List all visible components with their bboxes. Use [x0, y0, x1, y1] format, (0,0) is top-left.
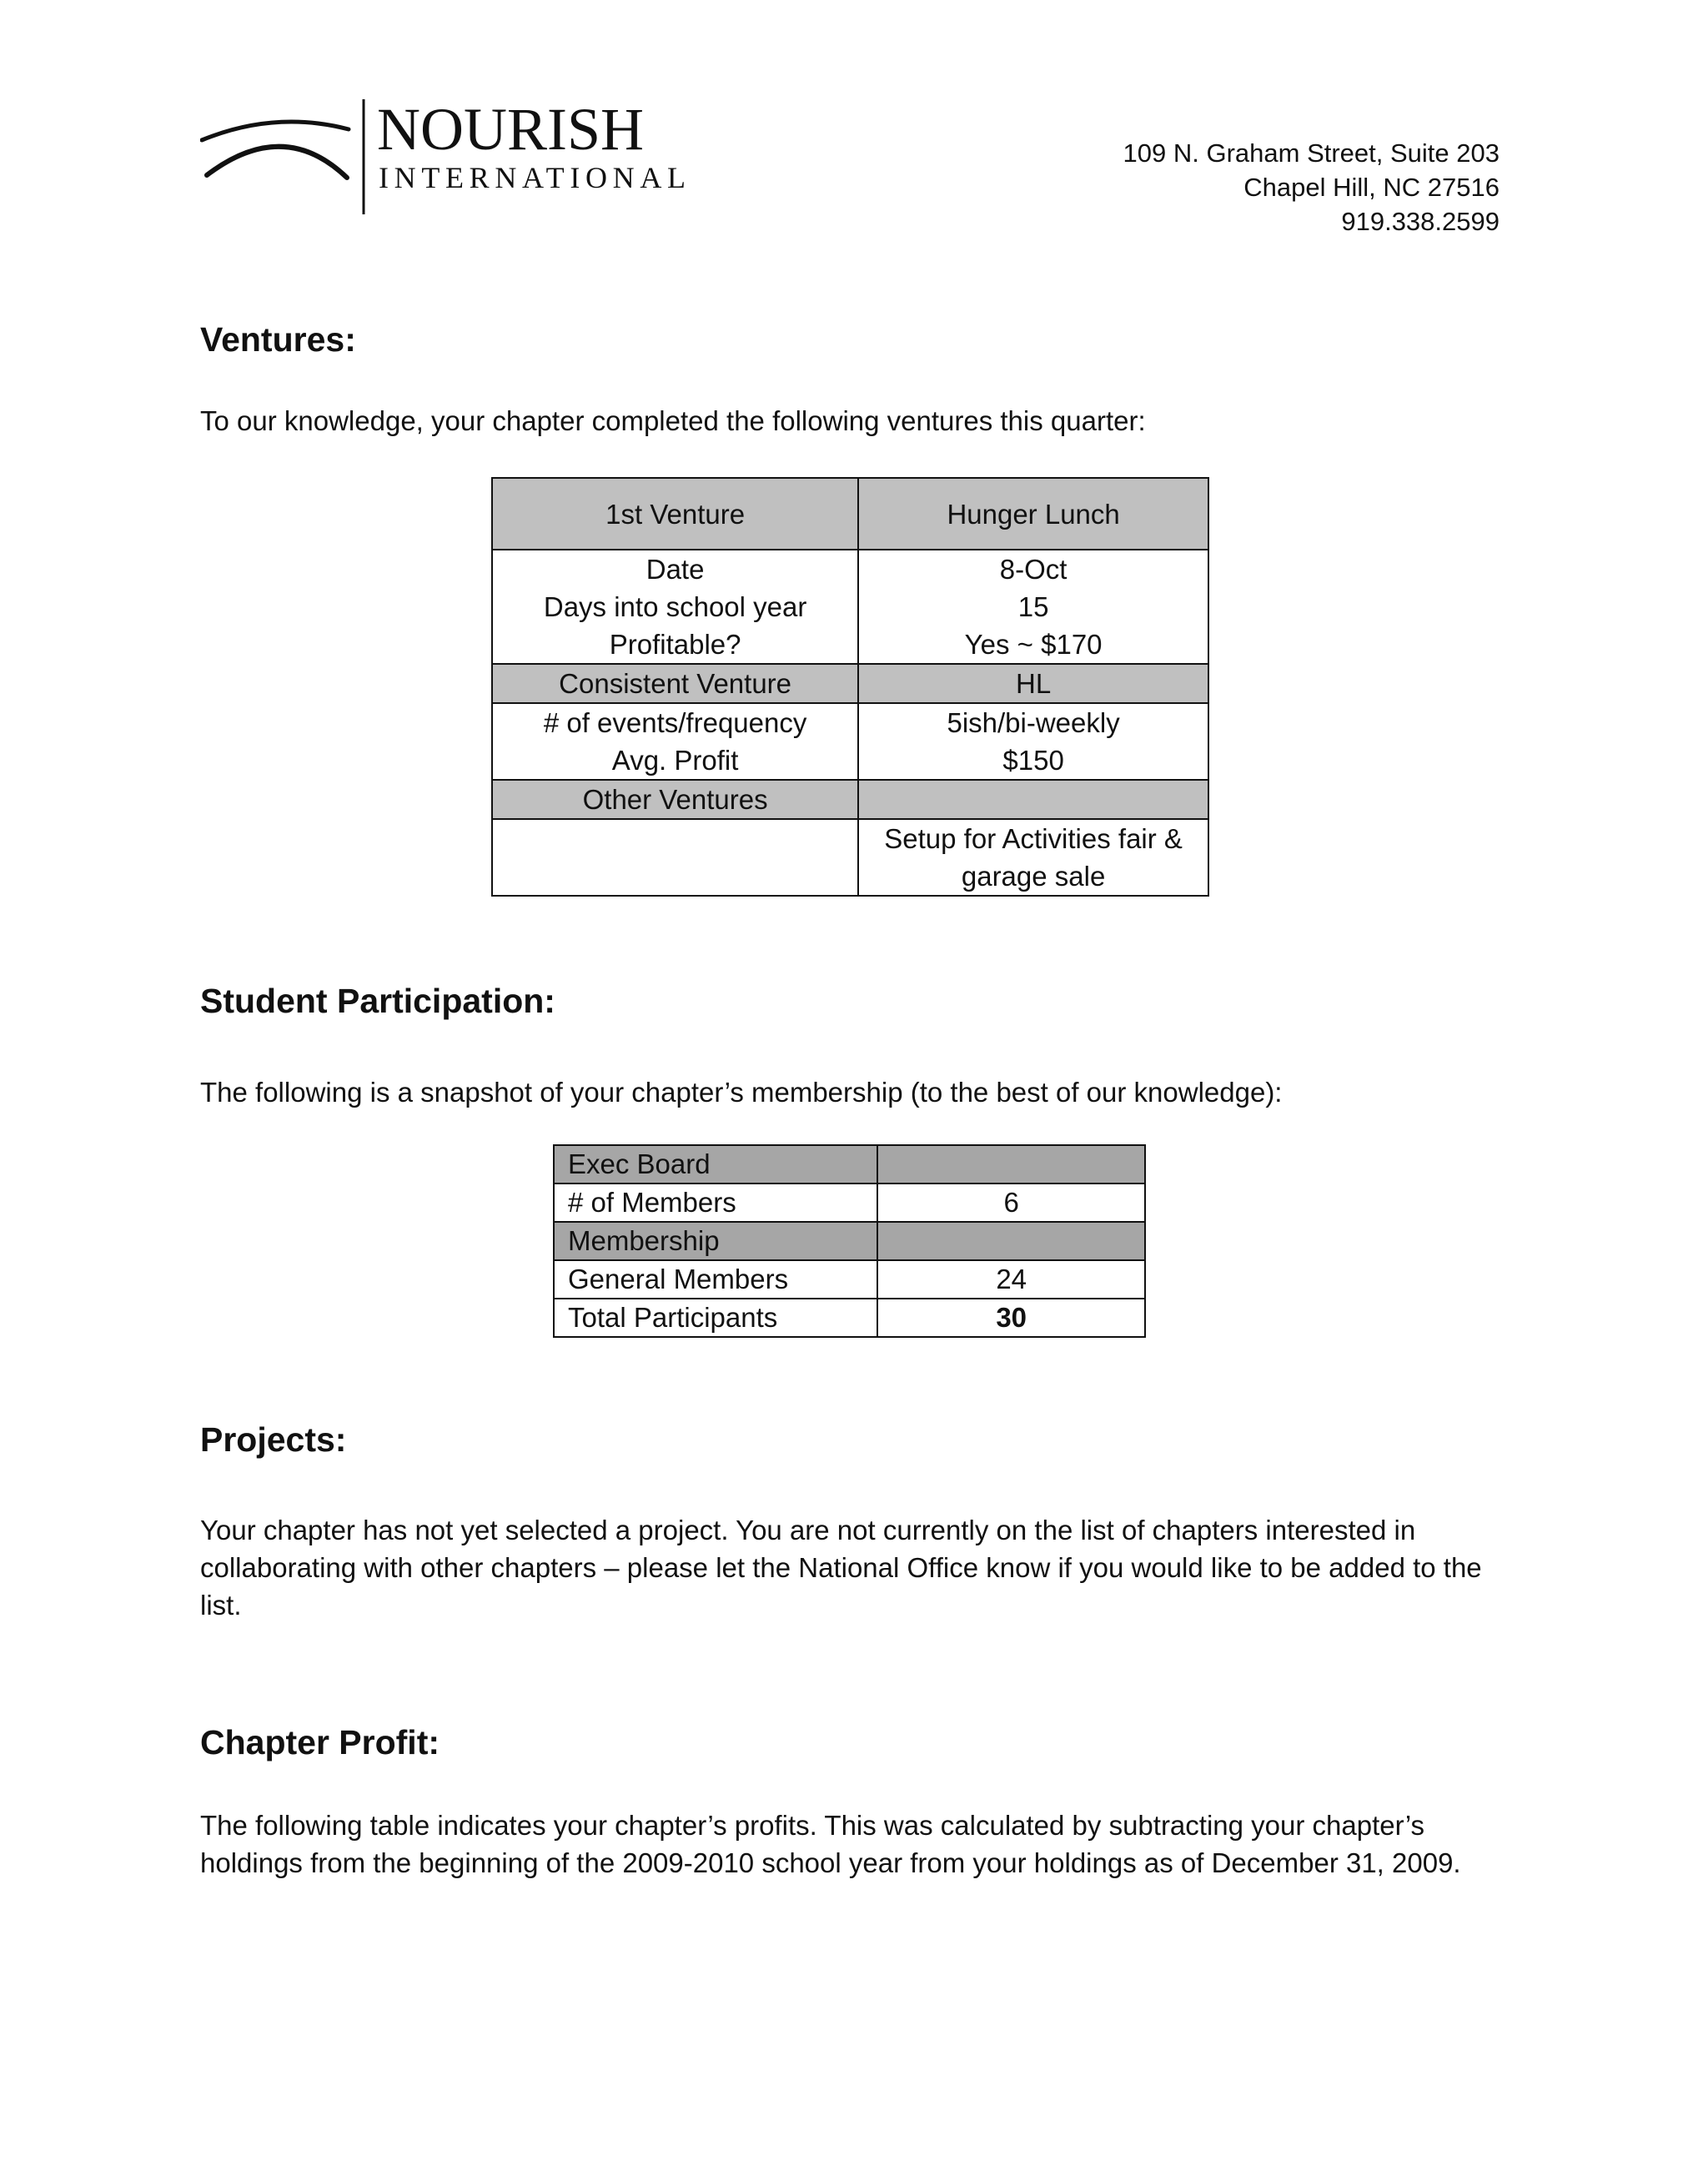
- avg-profit-value: $150: [1002, 745, 1064, 776]
- consistent-venture-row: [492, 664, 1208, 703]
- ventures-header-row: [492, 478, 1208, 550]
- ventures-table: [491, 477, 1209, 897]
- other-ventures-label: Other Ventures: [492, 780, 858, 819]
- total-participants-label: Total Participants: [554, 1299, 877, 1337]
- days-label: Days into school year: [543, 591, 807, 622]
- membership-label: Membership: [554, 1222, 877, 1260]
- frequency-value: 5ish/bi-weekly: [947, 707, 1120, 738]
- profitable-value: Yes ~ $170: [964, 629, 1103, 660]
- other-venture-line-1: Setup for Activities fair &: [884, 823, 1183, 854]
- logo-word-international: INTERNATIONAL: [379, 161, 686, 194]
- projects-body: Your chapter has not yet selected a project. You are not currently on the list of chapters interested in collaborating with other chapters – please let the National Office know if you would like to be added to the list.: [200, 1515, 1482, 1621]
- address-city: Chapel Hill, NC 27516: [1243, 173, 1500, 202]
- frequency-label: # of events/frequency: [543, 707, 807, 738]
- general-members-value: 24: [877, 1260, 1145, 1299]
- profitable-label: Profitable?: [609, 629, 741, 660]
- avg-profit-label: Avg. Profit: [611, 745, 739, 776]
- consistent-venture-value: HL: [858, 664, 1208, 703]
- other-ventures-value: [858, 780, 1208, 819]
- exec-board-row: [554, 1145, 1145, 1183]
- address-phone: 919.338.2599: [1341, 207, 1500, 236]
- other-ventures-row: [492, 780, 1208, 819]
- other-venture-line-2: garage sale: [961, 861, 1106, 892]
- profit-heading: Chapter Profit:: [200, 1723, 440, 1761]
- first-venture-detail-labels: [492, 550, 858, 664]
- membership-value: [877, 1222, 1145, 1260]
- other-ventures-detail-label: [492, 819, 858, 896]
- ventures-heading: Ventures:: [200, 320, 356, 359]
- exec-board-label: Exec Board: [554, 1145, 877, 1183]
- address-block: [1123, 136, 1500, 239]
- projects-heading: Projects:: [200, 1420, 347, 1459]
- num-members-value: 6: [877, 1183, 1145, 1222]
- total-participants-value: 30: [877, 1299, 1145, 1337]
- address-street: 109 N. Graham Street, Suite 203: [1123, 138, 1500, 168]
- total-participants-row: [554, 1299, 1145, 1337]
- consistent-venture-label: Consistent Venture: [492, 664, 858, 703]
- date-label: Date: [646, 554, 705, 585]
- profit-body: The following table indicates your chapter’s profits. This was calculated by subtracting your chapter’s holdings from the beginning of the 2009-2010 school year from your holdings as of December 31, 2009.: [200, 1810, 1461, 1878]
- ventures-intro: To our knowledge, your chapter completed the following ventures this quarter:: [200, 405, 1146, 436]
- first-venture-label: 1st Venture: [492, 478, 858, 550]
- days-value: 15: [1017, 591, 1049, 622]
- num-members-row: [554, 1183, 1145, 1222]
- logo-word-nourish: NOURISH: [377, 96, 645, 163]
- membership-table: [553, 1144, 1146, 1338]
- date-value: 8-Oct: [999, 554, 1068, 585]
- exec-board-value: [877, 1145, 1145, 1183]
- general-members-label: General Members: [554, 1260, 877, 1299]
- consistent-details-row: [492, 703, 1208, 780]
- first-venture-details-row: [492, 550, 1208, 664]
- membership-row: [554, 1222, 1145, 1260]
- consistent-detail-labels: [492, 703, 858, 780]
- general-members-row: [554, 1260, 1145, 1299]
- other-ventures-detail-value: [858, 819, 1208, 896]
- num-members-label: # of Members: [554, 1183, 877, 1222]
- consistent-detail-values: [858, 703, 1208, 780]
- nourish-logo: [200, 96, 701, 221]
- participation-heading: Student Participation:: [200, 982, 555, 1020]
- participation-intro: The following is a snapshot of your chapter’s membership (to the best of our knowledge):: [200, 1077, 1283, 1108]
- first-venture-detail-values: [858, 550, 1208, 664]
- first-venture-name: Hunger Lunch: [858, 478, 1208, 550]
- other-ventures-details-row: [492, 819, 1208, 896]
